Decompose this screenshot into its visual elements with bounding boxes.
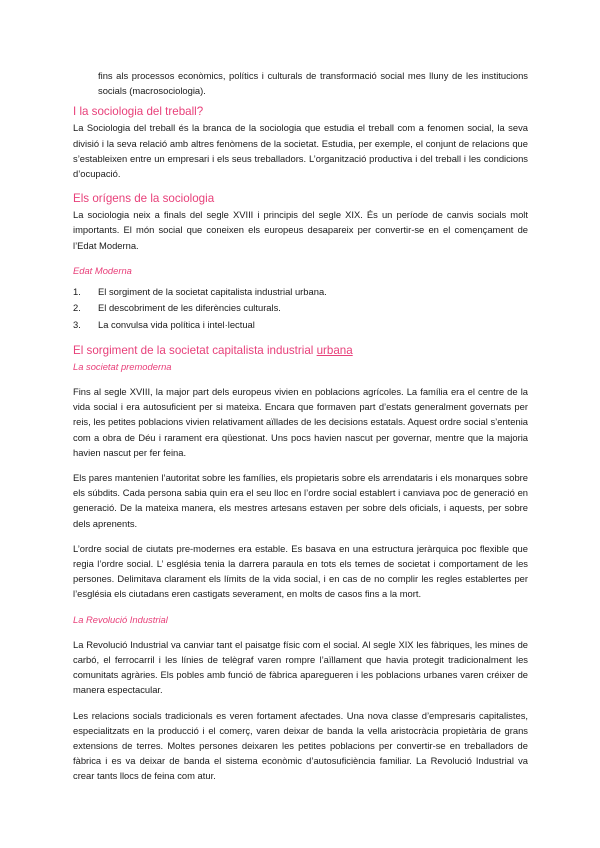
edat-moderna-list [73,284,528,333]
subsection-title-edat-moderna: Edat Moderna [73,264,132,276]
section-title-treball: I la sociologia del treball? [73,105,204,119]
paragraph-treball: La Sociologia del treball és la branca de la sociologia que estudia el treball com a fenomen social, la seva divisió i la seva relació amb altres fenòmens de la societat. Estudia, per exemple, el conjunt de relacions que s’estableixen entre un empresari i els seus treballadors. L’organització productiva i del treball i les condicions d’ocupació. [73,122,528,180]
paragraph-premoderna-1: Fins al segle XVIII, la major part dels europeus vivien en poblacions agrícoles. La família era el centre de la vida social i era autosuficient per si mateixa. Encara que formaven part d’estats generalment governats per reis, les petites poblacions vivien relativament aïllades de les decisions estatals. Aquest ordre social s’entenia com a obra de Déu i rarament era qüestionat. Uns pocs havien nascut per governar, mentre que la majoria havien nascut per fer feina. [73,386,528,458]
paragraph-revolucio-1: La Revolució Industrial va canviar tant el paisatge físic com el social. Al segle XIX les fàbriques, les mines de carbó, el ferrocarril i les línies de telègraf varen rompre l’aïllament que havia protegit tradicionalment les comunitats agràries. Els pobles amb funció de fàbrica aparegueren i les poblacions urbanes varen créixer de manera espectacular. [73,638,528,696]
section-title-origens: Els orígens de la sociologia [73,192,215,206]
list-item [73,284,528,300]
list-item-text: El sorgiment de la societat capitalista industrial urbana. [98,285,327,297]
list-item-text: El descobriment de les diferències culturals. [98,302,281,314]
paragraph-premoderna-2: Els pares mantenien l’autoritat sobre les famílies, els propietaris sobre els arrendataris i els monarques sobre els súbdits. Cada persona sabia quin era el seu lloc en l’ordre social establert i canviava poc de generació en generació. De la mateixa manera, els mestres artesans estaven per sobre dels oficials, i aquests, per sobre dels aprenents. [73,472,528,529]
list-item [73,317,528,333]
section-title-sorgiment-main: El sorgiment de la societat capitalista industrial [73,344,317,358]
paragraph-revolucio-2: Les relacions socials tradicionals es veren fortament afectades. Una nova classe d’empresaris capitalistes, especialitzats en la producció i el comerç, varen deixar de banda la vella aristocràcia propietària de grans extensions de terres. Moltes persones deixaren les petites poblacions per convertir-se en treballadors de fàbrica i es va deixar de banda el sistema econòmic d’autosuficiència familiar. La Revolució Industrial va crear tants llocs de feina com atur. [73,709,528,782]
subsection-title-revolucio: La Revolució Industrial [73,613,168,625]
list-item [73,300,528,316]
section-title-sorgiment-underlined: urbana [316,344,353,358]
paragraph-origens: La sociologia neix a finals del segle XVIII i principis del segle XIX. És un període de canvis socials molt importants. El món social que coneixen els europeus desapareix per convertir-se en el començament de l’Edat Moderna. [73,209,528,251]
list-item-text: La convulsa vida política i intel·lectual [98,318,255,330]
list-item-number: 2. [73,302,81,314]
list-item-number: 3. [73,318,81,330]
section-title-sorgiment [73,343,528,359]
paragraph-premoderna-3: L’ordre social de ciutats pre-modernes era estable. Es basava en una estructura jeràrquica poc flexible que regia l’ordre social. L’ església tenia la darrera paraula en tots els temes de societat i comportament de les persones. Delimitava clarament els límits de la vida social, i en cas de no complir les regles establertes per l’església els ciutadans eren castigats severament, en molts de casos fins a la mort. [73,542,528,600]
subsection-title-premoderna: La societat premoderna [73,361,172,373]
intro-continuation: fins als processos econòmics, polítics i culturals de transformació social mes lluny de les institucions socials (macrosociologia). [98,70,528,97]
document-page [73,68,528,784]
list-item-number: 1. [73,285,81,297]
